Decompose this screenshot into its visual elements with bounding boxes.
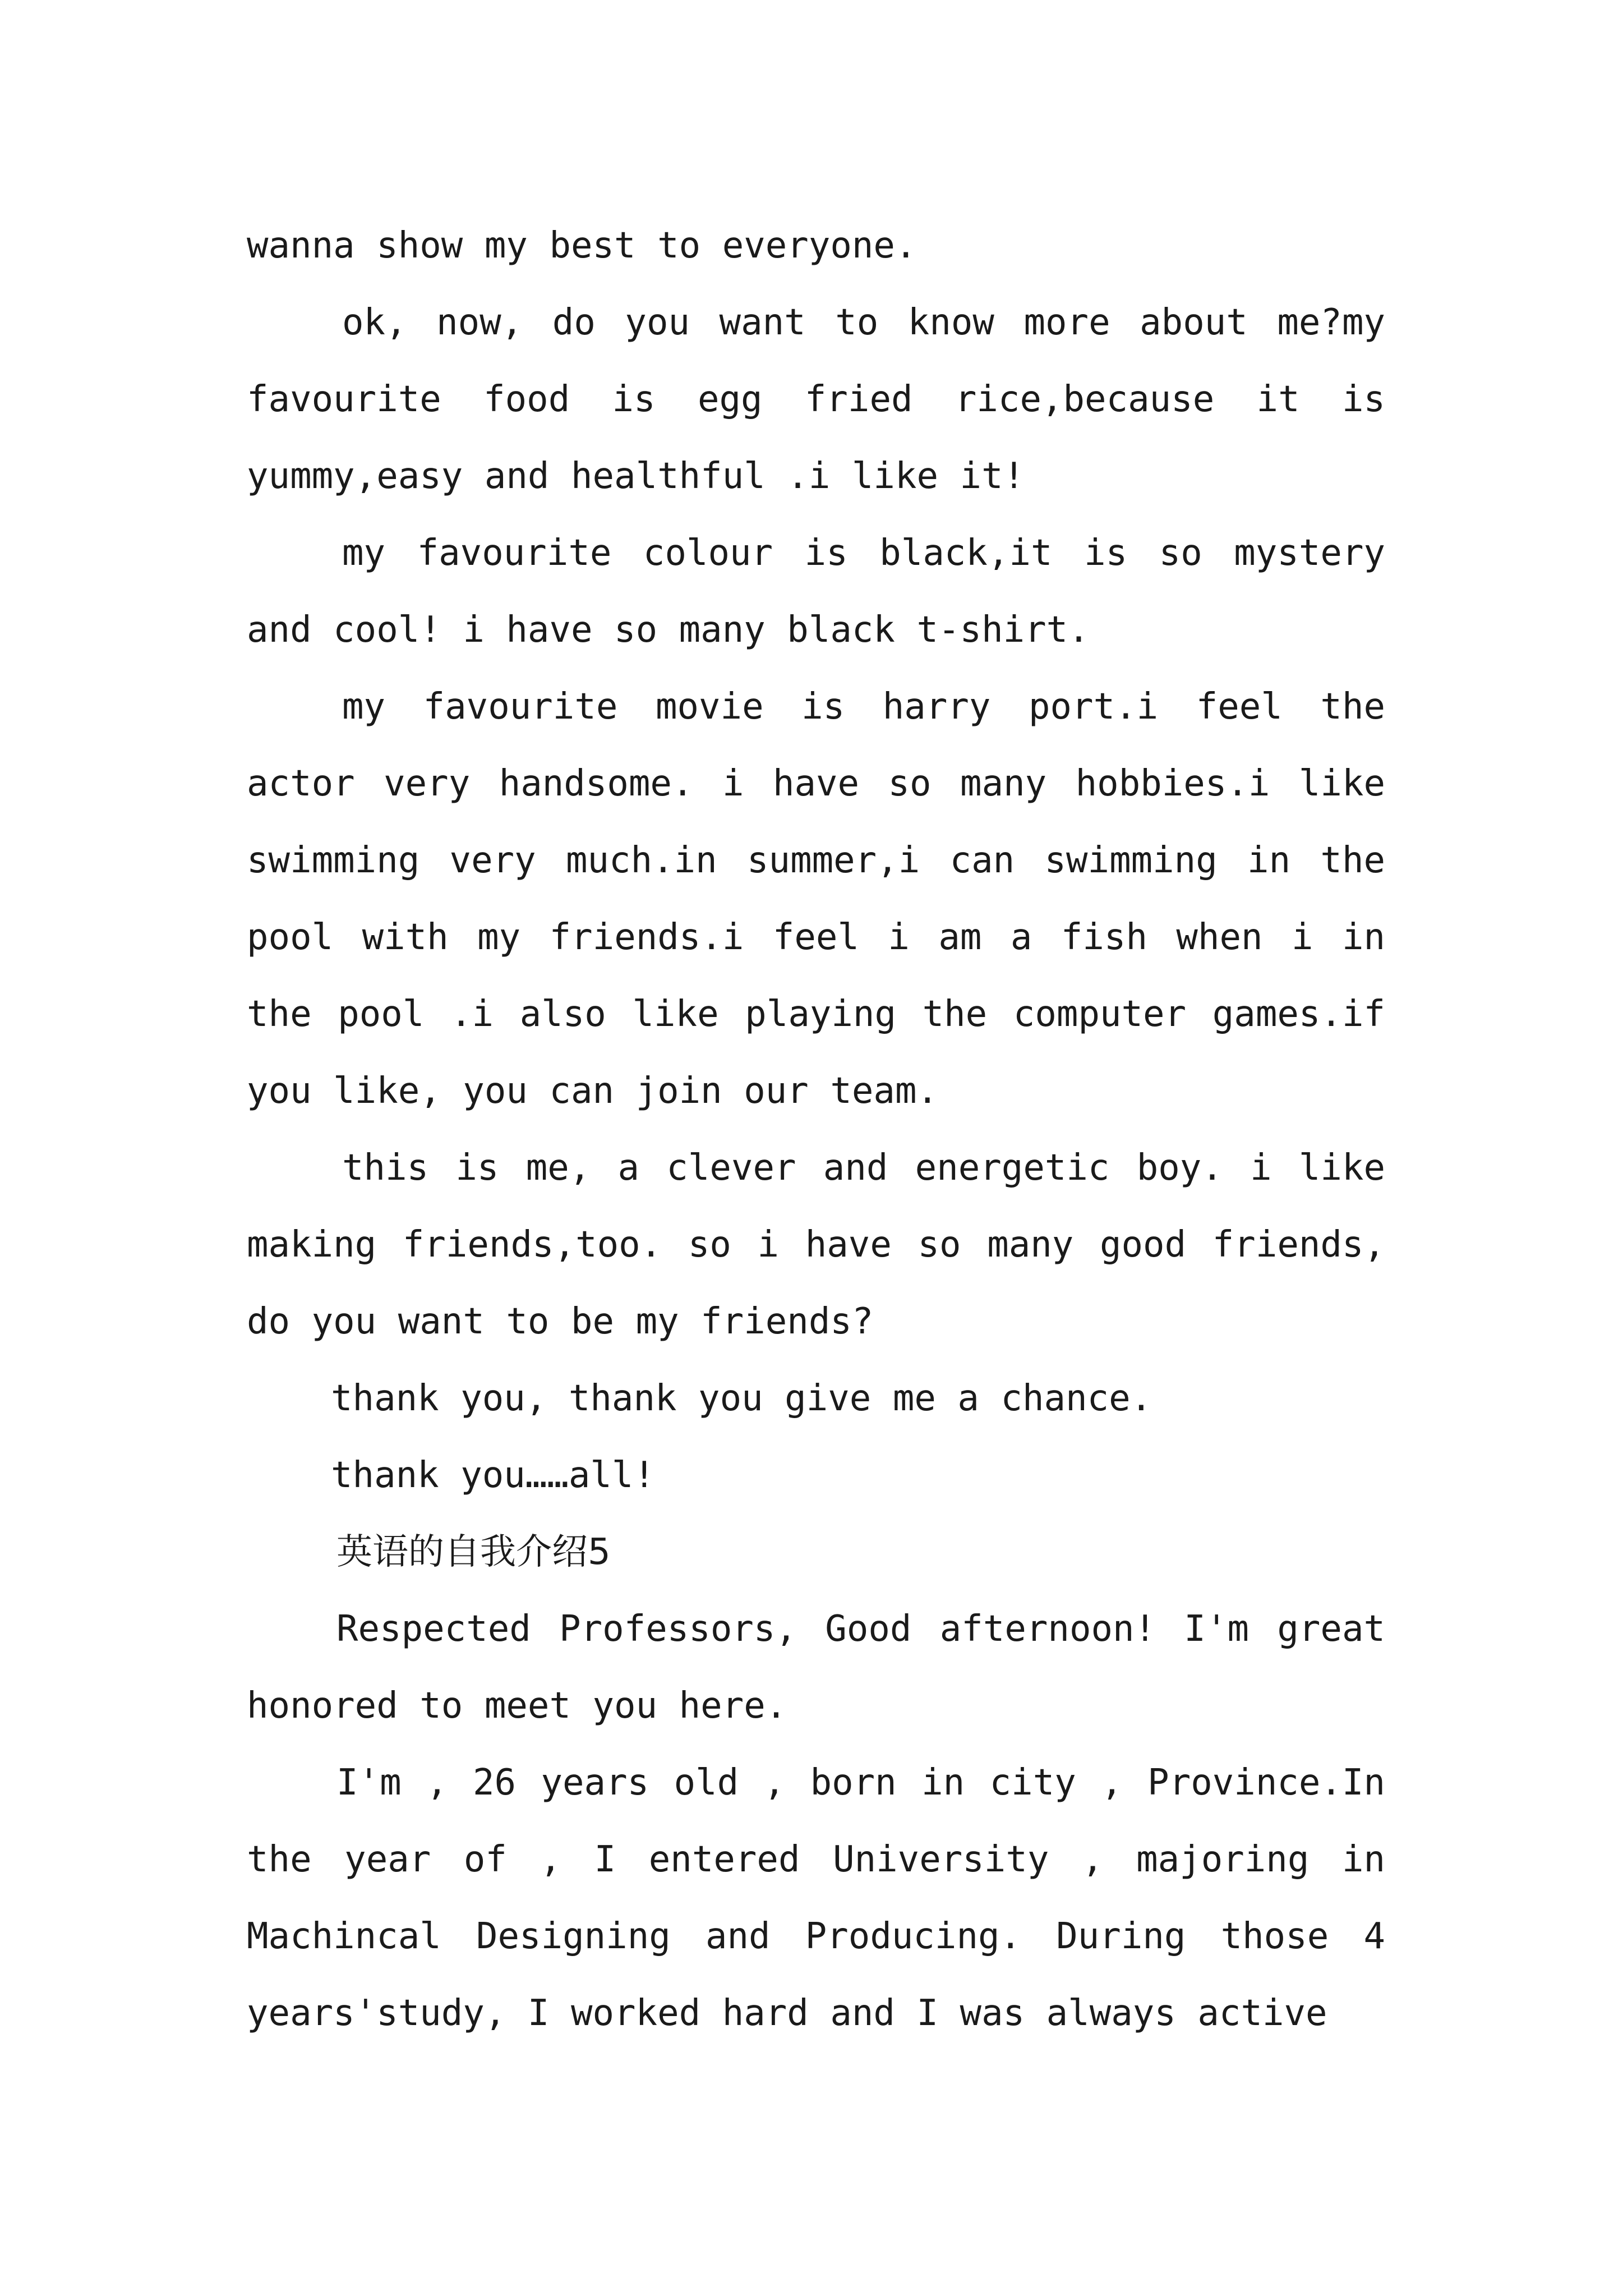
paragraph-favourite-colour: my favourite colour is black,it is so mystery and cool! i have so many black t-shirt. — [247, 532, 1385, 651]
paragraph-making-friends: this is me, a clever and energetic boy. i like making friends,too. so i have so many good friends, do you want to be my friends? — [247, 1147, 1385, 1342]
paragraph-thank-you-all: thank you……all! — [331, 1455, 655, 1496]
document-body — [247, 208, 1385, 2052]
paragraph-greeting: Respected Professors, Good afternoon! I'm great honored to meet you here. — [247, 1608, 1385, 1727]
paragraph-thank-you: thank you, thank you give me a chance. — [331, 1378, 1152, 1419]
paragraph-background: I'm , 26 years old , born in city , Province.In the year of , I entered University , majoring in Machincal Designing and Producing. During those 4 years'study, I worked hard and I was always active — [247, 1762, 1385, 2034]
paragraph-continuation: wanna show my best to everyone. — [247, 225, 917, 266]
paragraph-favourite-movie-hobbies: my favourite movie is harry port.i feel the actor very handsome. i have so many hobbies.i like swimming very much.in summer,i can swimming in the pool with my friends.i feel i am a fish when i in the pool .i also like playing the computer games.if you like, you can join our team. — [247, 686, 1385, 1112]
paragraph-favourite-food: ok, now, do you want to know more about me?my favourite food is egg fried rice,because it is yummy,easy and healthful .i like it! — [247, 302, 1385, 497]
section-heading: 英语的自我介绍5 — [336, 1531, 611, 1573]
